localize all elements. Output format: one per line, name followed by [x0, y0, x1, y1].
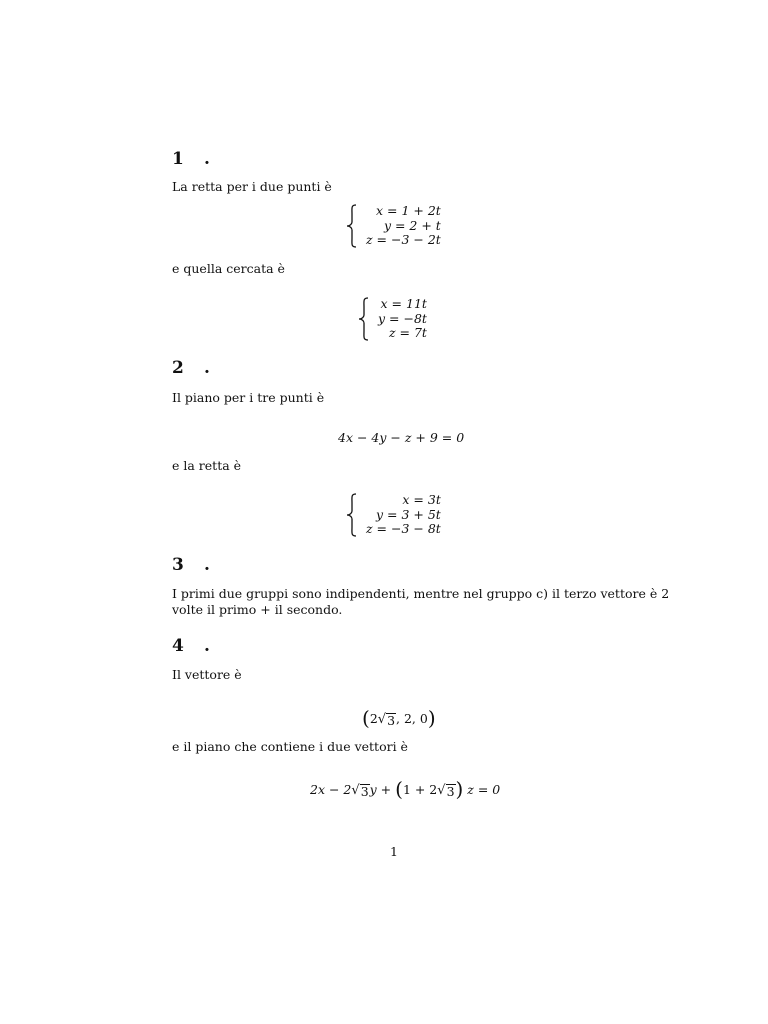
plane-part-1: 2x − 2 [310, 782, 352, 797]
equation-line: y = 2 + t [383, 217, 441, 233]
section-2-plane-equation: 4x − 4y − z + 9 = 0 [338, 430, 465, 445]
plane-inner: 1 + 2 [402, 782, 438, 797]
sqrt: √ 3 [377, 712, 396, 728]
sqrt: √ 3 [437, 783, 455, 799]
section-1-middle: e quella cercata è [172, 261, 285, 276]
section-4-plane-equation [310, 775, 500, 799]
equation-line: z = −3 − 2t [366, 232, 441, 247]
radicand: 3 [446, 784, 455, 799]
radicand: 3 [387, 713, 396, 728]
equation-line: x = 3t [402, 492, 441, 507]
vector-coef: 2 [369, 711, 378, 726]
section-1-system-2 [358, 297, 427, 341]
section-2-system [346, 493, 441, 537]
section-3-text-line-1: I primi due gruppi sono indipendenti, mentre nel gruppo c) il terzo vettore è 2 [172, 586, 670, 601]
section-4-vector [362, 704, 436, 728]
plane-part-3: z = 0 [463, 782, 501, 797]
section-4-middle: e il piano che contiene i due vettori è [172, 739, 408, 754]
section-4-number: 4 [172, 636, 184, 656]
equation-line: z = 7t [388, 325, 427, 340]
plane-part-2: y + [369, 782, 396, 797]
equation-line: z = −3 − 8t [366, 521, 441, 536]
radicand: 3 [360, 784, 369, 799]
open-paren: ( [395, 777, 403, 801]
equation-line: x = 1 + 2t [376, 203, 441, 218]
section-4-intro: Il vettore è [172, 667, 242, 682]
left-brace-icon [346, 493, 358, 537]
open-paren: ( [362, 706, 370, 730]
page-number: 1 [390, 844, 398, 859]
equation-line: y = −8t [378, 310, 427, 326]
section-4-dot: . [204, 636, 210, 656]
equation-line: y = 3 + 5t [376, 506, 441, 522]
section-2-dot: . [204, 358, 210, 378]
section-1-number: 1 [172, 149, 184, 169]
equation-line: x = 11t [380, 296, 427, 311]
close-paren: ) [455, 777, 464, 801]
section-3-text-line-2: volte il primo + il secondo. [172, 602, 343, 617]
sqrt: √ 3 [351, 783, 369, 799]
vector-rest: , 2, 0 [396, 711, 428, 726]
section-1-system-1 [346, 204, 441, 248]
section-2-intro: Il piano per i tre punti è [172, 390, 325, 405]
left-brace-icon [358, 297, 370, 341]
section-1-intro: La retta per i due punti è [172, 179, 332, 194]
section-1-dot: . [204, 149, 210, 169]
left-brace-icon [346, 204, 358, 248]
section-3-number: 3 [172, 555, 184, 575]
section-2-middle: e la retta è [172, 458, 242, 473]
close-paren: ) [427, 706, 436, 730]
section-2-number: 2 [172, 358, 184, 378]
section-3-dot: . [204, 555, 210, 575]
